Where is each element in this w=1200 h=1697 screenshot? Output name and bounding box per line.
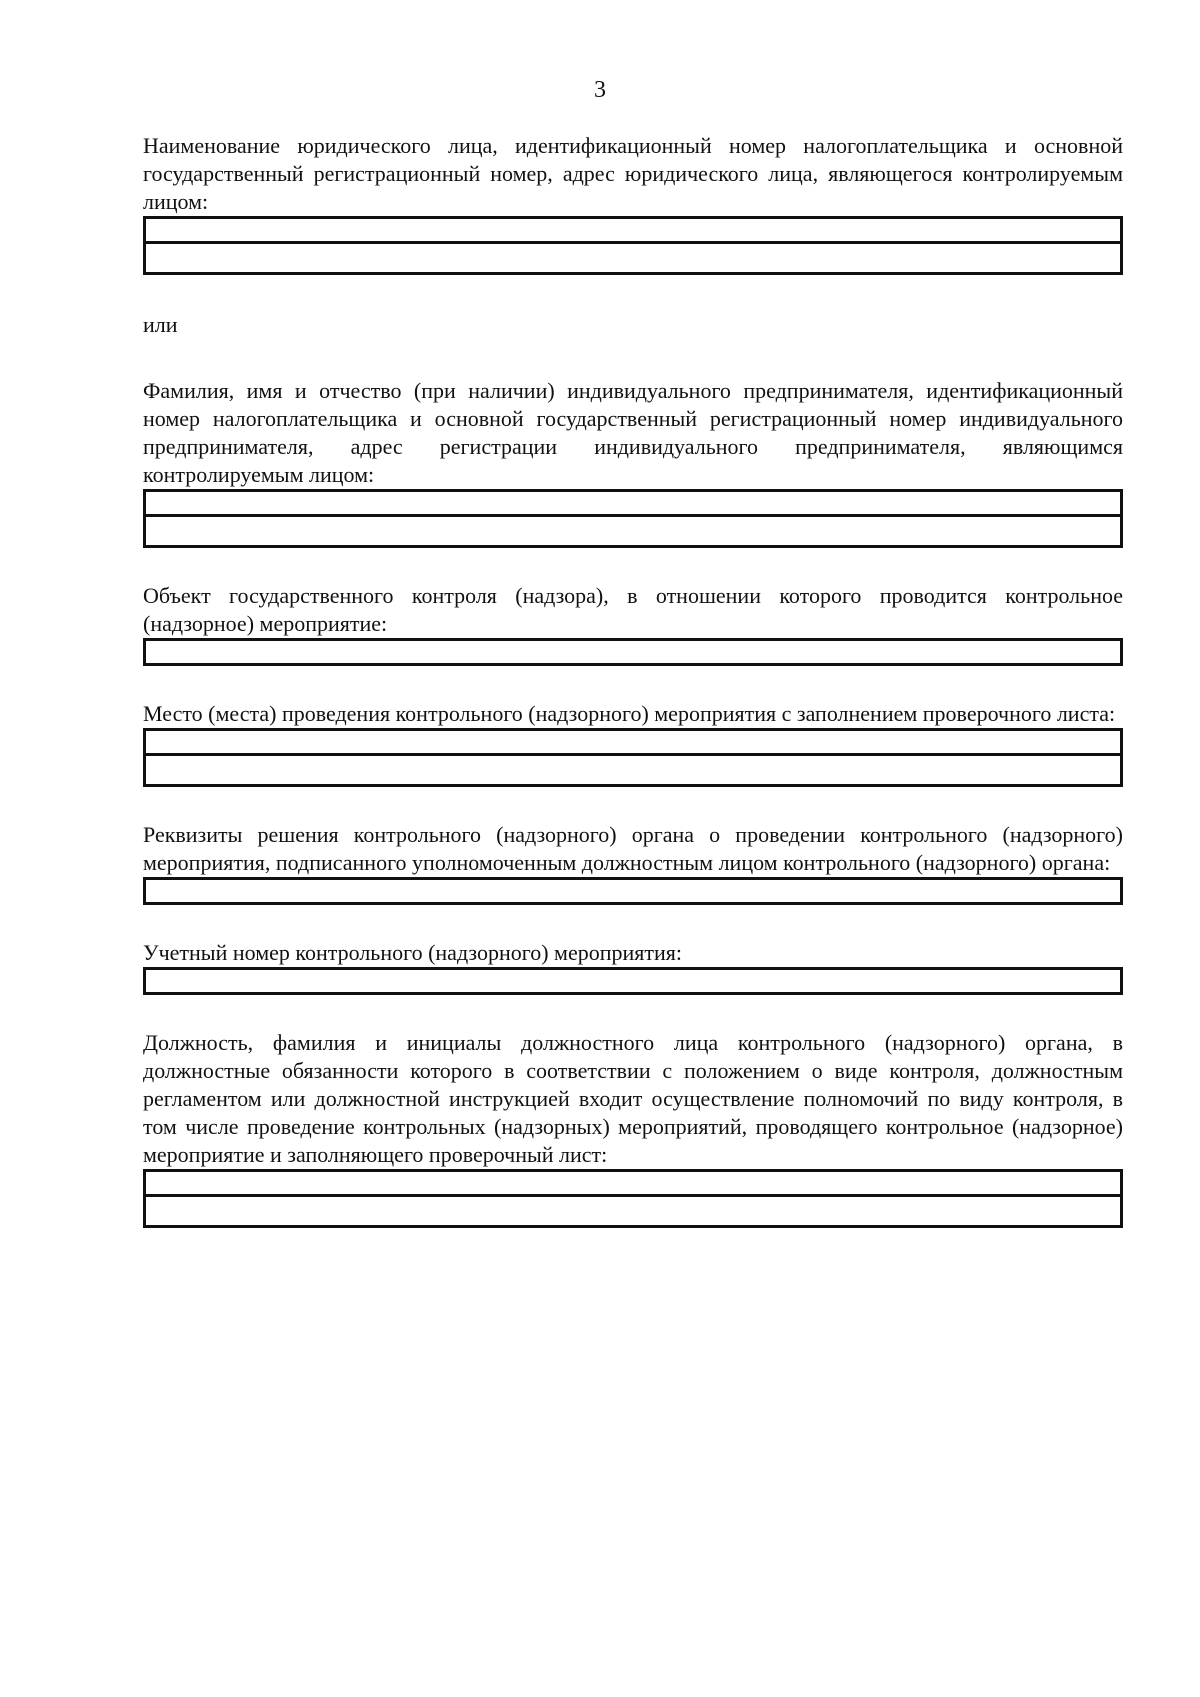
legal-entity-field-1[interactable]	[143, 216, 1123, 244]
section-place	[143, 700, 1123, 787]
entrepreneur-field-1[interactable]	[143, 489, 1123, 517]
place-label: Место (места) проведения контрольного (надзорного) мероприятия с заполнением проверочного листа:	[143, 701, 1116, 726]
control-object-fields	[143, 638, 1123, 666]
section-legal-entity	[143, 132, 1123, 275]
section-record-number	[143, 939, 1123, 995]
entrepreneur-field-2[interactable]	[143, 517, 1123, 548]
official-field-2[interactable]	[143, 1197, 1123, 1228]
record-number-label: Учетный номер контрольного (надзорного) мероприятия:	[143, 940, 683, 965]
control-object-label: Объект государственного контроля (надзора), в отношении которого проводится контрольное (надзорное) мероприятие:	[143, 583, 1123, 636]
section-control-object	[143, 582, 1123, 666]
section-entrepreneur	[143, 377, 1123, 548]
place-field-1[interactable]	[143, 728, 1123, 756]
official-fields	[143, 1169, 1123, 1228]
official-field-1[interactable]	[143, 1169, 1123, 1197]
section-separator	[143, 311, 1123, 339]
legal-entity-fields	[143, 216, 1123, 275]
place-field-2[interactable]	[143, 756, 1123, 787]
page-number: 3	[594, 77, 606, 103]
decision-details-label: Реквизиты решения контрольного (надзорного) органа о проведении контрольного (надзорного) мероприятия, подписанного уполномоченным должностным лицом контрольного (надзорного) органа:	[143, 822, 1123, 875]
section-decision-details	[143, 821, 1123, 905]
or-separator: или	[143, 312, 178, 337]
official-label: Должность, фамилия и инициалы должностного лица контрольного (надзорного) органа, в должностные обязанности которого в соответствии с положением о виде контроля, должностным регламентом или должностной инструкцией входит осуществление полномочий по виду контроля, в том числе проведение контрольных (надзорных) мероприятий, проводящего контрольное (надзорное) мероприятие и заполняющего проверочный лист:	[143, 1030, 1123, 1167]
entrepreneur-label: Фамилия, имя и отчество (при наличии) индивидуального предпринимателя, идентификационный номер налогоплательщика и основной государственный регистрационный номер индивидуального предпринимателя, адрес регистрации индивидуального предпринимателя, являющимся контролируемым лицом:	[143, 378, 1123, 487]
place-fields	[143, 728, 1123, 787]
control-object-field-1[interactable]	[143, 638, 1123, 666]
decision-details-fields	[143, 877, 1123, 905]
entrepreneur-fields	[143, 489, 1123, 548]
form-sections	[143, 132, 1123, 1228]
section-official	[143, 1029, 1123, 1228]
record-number-fields	[143, 967, 1123, 995]
decision-details-field-1[interactable]	[143, 877, 1123, 905]
record-number-field-1[interactable]	[143, 967, 1123, 995]
legal-entity-label: Наименование юридического лица, идентификационный номер налогоплательщика и основной государственный регистрационный номер, адрес юридического лица, являющегося контролируемым лицом:	[143, 133, 1123, 214]
legal-entity-field-2[interactable]	[143, 244, 1123, 275]
